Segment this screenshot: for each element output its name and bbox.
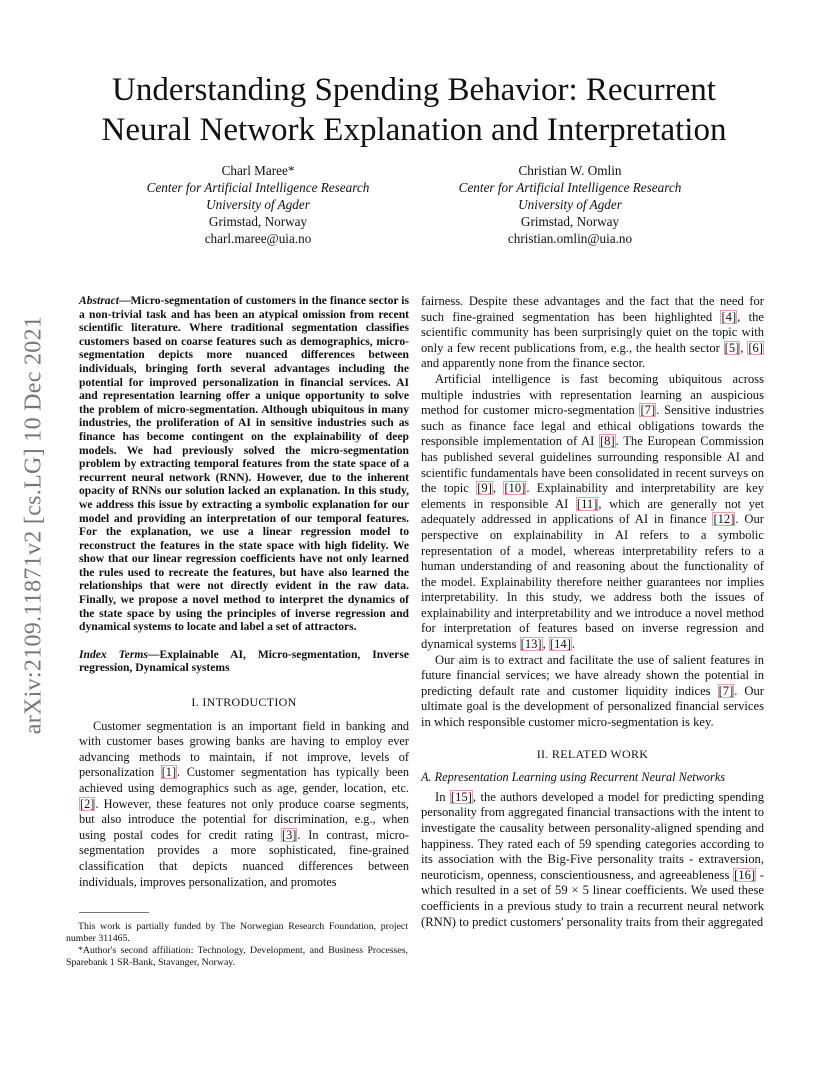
citation-link[interactable]: [3]	[282, 827, 297, 842]
arxiv-sidebar	[14, 290, 54, 760]
citation-link[interactable]: [6]	[748, 340, 763, 355]
section-heading-introduction: I. INTRODUCTION	[191, 695, 297, 710]
author-name: Christian W. Omlin	[518, 163, 622, 178]
footnote-funding: This work is partially funded by The Norwegian Research Foundation, project number 311465.	[66, 921, 408, 944]
author-location: Grimstad, Norway	[208, 214, 308, 229]
citation-link[interactable]: [12]	[713, 512, 735, 527]
citation-link[interactable]: [15]	[450, 789, 472, 804]
citation-link[interactable]: [16]	[734, 867, 756, 882]
title-line-1: Understanding Spending Behavior: Recurrent	[112, 72, 716, 108]
abstract-lead: Abstract	[79, 294, 119, 307]
footnotes	[66, 921, 408, 969]
intro-paragraph-2: Artificial intelligence is fast becoming ubiquitous across multiple industries with representation learning an auspicious method for customer micro-segmentation [7]. Sensitive industries such as finance face legal and ethical obligations towards the responsible implementation of AI [8]. The European Commission has published several guidelines surrounding responsible AI and scientific fundamentals have been consolidated in recent surveys on the topic [9], [10]. Explainability and interpretability are key elements in responsible AI [11], which are generally not yet adequately addressed in applications of AI in finance [12]. Our perspective on explainability in AI refers to a symbolic representation of a model, whereas interpretability refers to a human understanding of and reasoning about the functionality of the model. Explainability therefore neither guarantees nor implies interpretability. In this study, we address both the issues of explainability and interpretability and we introduce a novel method for interpretation of features based on inverse regression and dynamical systems [13], [14].	[421, 371, 765, 652]
citation-link[interactable]: [13]	[520, 637, 542, 652]
author-location: Grimstad, Norway	[520, 214, 620, 229]
citation-link[interactable]: [10]	[504, 481, 526, 496]
intro-paragraph-1-cont: fairness. Despite these advantages and the fact that the need for such fine-grained segmentation has been highlighted [4], the scientific community has been surprisingly quiet on the topic with only a few recent publications from, e.g., the health sector [5], [6] and apparently none from the finance sector.	[421, 294, 765, 371]
citation-link[interactable]: [7]	[718, 683, 734, 698]
citation-link[interactable]: [9]	[477, 481, 492, 496]
right-column	[421, 294, 764, 930]
citation-link[interactable]: [7]	[640, 403, 656, 418]
citation-link[interactable]: [14]	[549, 637, 571, 652]
index-terms-lead: Index Terms	[79, 647, 148, 661]
citation-link[interactable]: [5]	[724, 340, 740, 355]
intro-paragraph-1: Customer segmentation is an important field in banking and with customer bases growing banks are having to employ ever advancing methods to maintain, if not improve, levels of personalization [1]. Customer segmentation has typically been achieved using demographics such as age, gender, location, etc. [2]. However, these features not only produce coarse segments, but also introduce the potential for discrimination, e.g., when using postal codes for credit rating [3]. In contrast, micro-segmentation provides a more sophisticated, fine-grained classification that depicts nuanced differences between individuals, improves personalization, and promotes	[79, 718, 409, 889]
author-email: christian.omlin@uia.no	[507, 231, 633, 246]
footnote-affiliation: *Author's second affiliation: Technology, Development, and Business Processes, Sparebank 1 SR-Bank, Stavanger, Norway.	[66, 945, 408, 968]
index-terms-text: —Explainable AI, Micro-segmentation, Inverse regression, Dynamical systems	[79, 647, 409, 675]
left-column	[79, 294, 409, 890]
intro-paragraph-3: Our aim is to extract and facilitate the use of salient features in future financial services; we have already shown the potential in predicting default rate and customer liquidity indices [7]. Our ultimate goal is the development of personalized financial services in which responsible customer micro-segmentation is key.	[421, 652, 764, 730]
title-line-2: Neural Network Explanation and Interpretation	[101, 112, 727, 148]
author-block-1	[98, 162, 418, 247]
author-university: University of Agder	[518, 197, 622, 212]
author-block-2	[410, 162, 730, 247]
footnote-divider	[79, 912, 149, 913]
abstract-text: —Micro-segmentation of customers in the finance sector is a non-trivial task and has been an atypical omission from recent scientific literature. Where traditional segmentation classifies customers based on coarse features such as demographics, micro-segmentation depicts more nuanced differences between individuals, bringing forth several advantages including the potential for improved personalization in financial services. AI and representation learning offer a unique opportunity to solve the problem of micro-segmentation. Although ubiquitous in many industries, the proliferation of AI in sensitive industries such as finance has become contingent on the explainability of deep models. We had previously solved the micro-segmentation problem by extracting temporal features from the state space of a recurrent neural network (RNN). However, due to the inherent opacity of RNNs our solution lacked an explanation. In this study, we address this issue by extracting a symbolic explanation for our model and providing an interpretation of our temporal features. For the explanation, we use a linear regression model to reconstruct the features in the state space with high fidelity. We show that our linear regression coefficients have not only learned the rules used to recreate the features, but have also learned the relationships that were not directly evident in the raw data. Finally, we propose a novel method to interpret the dynamics of the state space by using the principles of inverse regression and dynamical systems to locate and label a set of attractors.	[79, 294, 409, 634]
citation-link[interactable]: [2]	[80, 796, 95, 811]
author-affiliation: Center for Artificial Intelligence Research	[458, 180, 682, 195]
arxiv-id: arXiv:2109.11871v2 [cs.LG] 10 Dec 2021	[20, 315, 47, 735]
author-university: University of Agder	[206, 197, 310, 212]
subsection-heading: A. Representation Learning using Recurrent Neural Networks	[421, 770, 726, 785]
author-name: Charl Maree*	[221, 163, 295, 178]
section-heading-related-work: II. RELATED WORK	[536, 746, 649, 761]
related-paragraph-1: In [15], the authors developed a model for predicting spending personality from aggregated financial transactions with the intent to investigate the causality between personality-aligned spending and happiness. They rated each of 59 spending categories according to its association with the Big-Five personality traits - extraversion, neuroticism, openness, conscientiousness, and agreeableness [16] - which resulted in a set of 59 × 5 linear coefficients. We used these coefficients in a previous study to train a recurrent neural network (RNN) to predict customers' personality traits from their aggregated	[421, 789, 765, 929]
citation-link[interactable]: [11]	[576, 496, 598, 511]
paper-title	[60, 70, 768, 150]
author-email: charl.maree@uia.no	[204, 231, 312, 246]
author-affiliation: Center for Artificial Intelligence Research	[146, 180, 370, 195]
citation-link[interactable]: [8]	[599, 434, 615, 449]
citation-link[interactable]: [1]	[161, 765, 177, 780]
abstract	[79, 294, 409, 634]
index-terms	[79, 648, 409, 675]
citation-link[interactable]: [4]	[721, 309, 737, 324]
